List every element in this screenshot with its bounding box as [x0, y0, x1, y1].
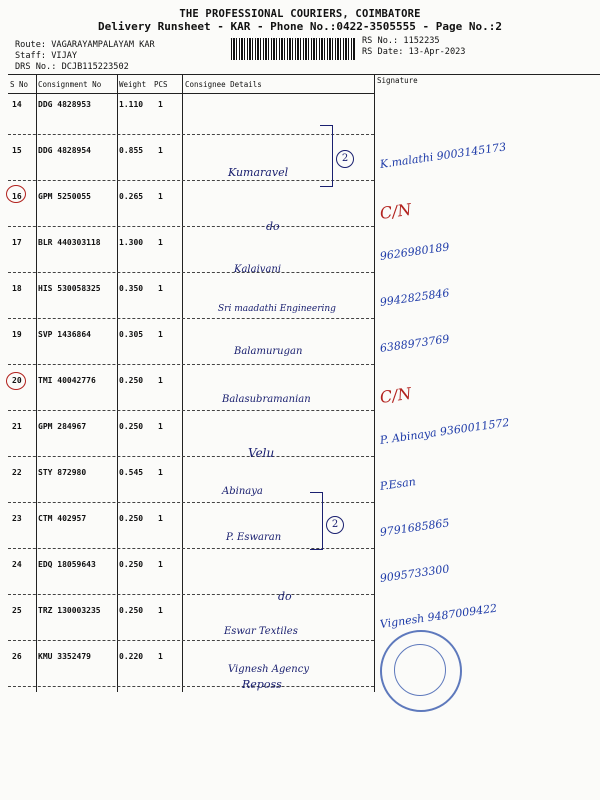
- signature-handwriting: 9942825846: [379, 286, 451, 309]
- cell-sno: 19: [12, 330, 22, 339]
- cell-consignment-no: CTM 402957: [38, 514, 87, 523]
- consignee-handwriting: Eswar Textiles: [224, 626, 298, 637]
- red-circle-mark: [6, 185, 26, 203]
- cell-weight: 0.250: [119, 422, 144, 431]
- cell-weight: 0.350: [119, 284, 144, 293]
- cell-sno: 26: [12, 652, 22, 661]
- cell-pcs: 1: [158, 560, 163, 569]
- cell-weight: 0.250: [119, 560, 144, 569]
- consignee-handwriting: do: [278, 590, 292, 603]
- cell-pcs: 1: [158, 330, 163, 339]
- consignee-handwriting: Vignesh Agency: [228, 664, 309, 675]
- cell-sno: 15: [12, 146, 22, 155]
- cell-weight: 0.250: [119, 376, 144, 385]
- cell-consignment-no: SVP 1436864: [38, 330, 91, 339]
- cell-pcs: 1: [158, 652, 163, 661]
- row-divider: [8, 364, 374, 365]
- bracket-mark: [320, 125, 333, 187]
- col-consignment: Consignment No: [38, 80, 102, 89]
- col-sno: S No: [10, 80, 29, 89]
- signature-handwriting: 9095733300: [379, 562, 451, 585]
- cell-consignment-no: DDG 4828954: [38, 146, 91, 155]
- staff-label: Staff: VIJAY: [15, 51, 78, 61]
- signature-handwriting: C/N: [378, 383, 413, 407]
- cell-sno: 20: [12, 376, 22, 385]
- cell-sno: 16: [12, 192, 22, 201]
- cell-consignment-no: GPM 284967: [38, 422, 87, 431]
- cell-consignment-no: TRZ 130003235: [38, 606, 101, 615]
- cell-sno: 21: [12, 422, 22, 431]
- consignee-handwriting: Kalaivani: [234, 264, 282, 275]
- cell-weight: 0.305: [119, 330, 144, 339]
- consignee-handwriting: Abinaya: [222, 486, 263, 497]
- cell-sno: 18: [12, 284, 22, 293]
- cell-pcs: 1: [158, 376, 163, 385]
- drs-label: DRS No.: DCJB115223502: [15, 62, 129, 72]
- row-divider: [8, 318, 374, 319]
- signature-handwriting: C/N: [378, 199, 413, 223]
- row-divider: [8, 640, 374, 641]
- cell-sno: 14: [12, 100, 22, 109]
- col-pcs: PCS: [154, 80, 168, 89]
- consignee-handwriting: Sri maadathi Engineering: [218, 304, 336, 314]
- count-mark: 2: [336, 150, 354, 168]
- cell-pcs: 1: [158, 606, 163, 615]
- cell-weight: 0.250: [119, 606, 144, 615]
- cell-weight: 0.545: [119, 468, 144, 477]
- consignee-handwriting: Kumaravel: [228, 166, 289, 179]
- cell-weight: 0.250: [119, 514, 144, 523]
- cell-pcs: 1: [158, 146, 163, 155]
- cell-sno: 23: [12, 514, 22, 523]
- cell-weight: 1.300: [119, 238, 144, 247]
- count-mark: 2: [326, 516, 344, 534]
- cell-pcs: 1: [158, 100, 163, 109]
- consignee-handwriting: Balasubramanian: [222, 394, 311, 405]
- cell-pcs: 1: [158, 192, 163, 201]
- col-weight: Weight: [119, 80, 147, 89]
- cell-pcs: 1: [158, 422, 163, 431]
- cell-consignment-no: TMI 40042776: [38, 376, 96, 385]
- cell-consignment-no: KMU 3352479: [38, 652, 91, 661]
- col-signature: Signature: [377, 76, 418, 85]
- courier-stamp: [380, 630, 462, 712]
- cell-weight: 0.265: [119, 192, 144, 201]
- consignee-handwriting: do: [266, 220, 280, 233]
- trailing-consignee: Reposs: [242, 678, 282, 691]
- consignee-handwriting: Velu: [248, 446, 275, 460]
- cell-consignment-no: BLR 440303118: [38, 238, 101, 247]
- cell-sno: 25: [12, 606, 22, 615]
- signature-handwriting: P.Esan: [379, 475, 417, 493]
- rs-number: RS No.: 1152235: [362, 36, 440, 46]
- runsheet-table: [8, 74, 600, 692]
- route-label: Route: VAGARAYAMPALAYAM KAR: [15, 40, 155, 50]
- signature-handwriting: 9626980189: [379, 240, 451, 263]
- consignee-handwriting: Balamurugan: [234, 346, 303, 357]
- row-divider: [8, 686, 374, 687]
- company-title: THE PROFESSIONAL COURIERS, COIMBATORE: [179, 8, 421, 20]
- rs-date: RS Date: 13-Apr-2023: [362, 47, 466, 57]
- row-divider: [8, 226, 374, 227]
- cell-pcs: 1: [158, 238, 163, 247]
- row-divider: [8, 410, 374, 411]
- cell-sno: 24: [12, 560, 22, 569]
- cell-consignment-no: HIS 530058325: [38, 284, 101, 293]
- cell-weight: 1.110: [119, 100, 144, 109]
- red-circle-mark: [6, 372, 26, 390]
- signature-handwriting: 6388973769: [379, 332, 451, 355]
- row-divider: [8, 594, 374, 595]
- cell-consignment-no: EDQ 18059643: [38, 560, 96, 569]
- row-divider: [8, 456, 374, 457]
- col-consignee: Consignee Details: [185, 80, 262, 89]
- signature-handwriting: P. Abinaya 9360011572: [379, 415, 511, 447]
- cell-sno: 17: [12, 238, 22, 247]
- cell-weight: 0.220: [119, 652, 144, 661]
- cell-consignment-no: DDG 4828953: [38, 100, 91, 109]
- barcode-image: [231, 38, 355, 60]
- cell-pcs: 1: [158, 468, 163, 477]
- cell-weight: 0.855: [119, 146, 144, 155]
- signature-handwriting: 9791685865: [379, 516, 451, 539]
- bracket-mark: [310, 492, 323, 550]
- table-row: [8, 646, 600, 702]
- cell-consignment-no: GPM 5250055: [38, 192, 91, 201]
- cell-pcs: 1: [158, 514, 163, 523]
- cell-sno: 22: [12, 468, 22, 477]
- consignee-handwriting: P. Eswaran: [226, 532, 282, 543]
- cell-pcs: 1: [158, 284, 163, 293]
- cell-consignment-no: STY 872980: [38, 468, 87, 477]
- signature-handwriting: K.malathi 9003145173: [379, 140, 507, 171]
- signature-handwriting: Vignesh 9487009422: [379, 601, 498, 631]
- runsheet-title: Delivery Runsheet - KAR - Phone No.:0422-3505555 - Page No.:2: [98, 20, 502, 33]
- row-divider: [8, 272, 374, 273]
